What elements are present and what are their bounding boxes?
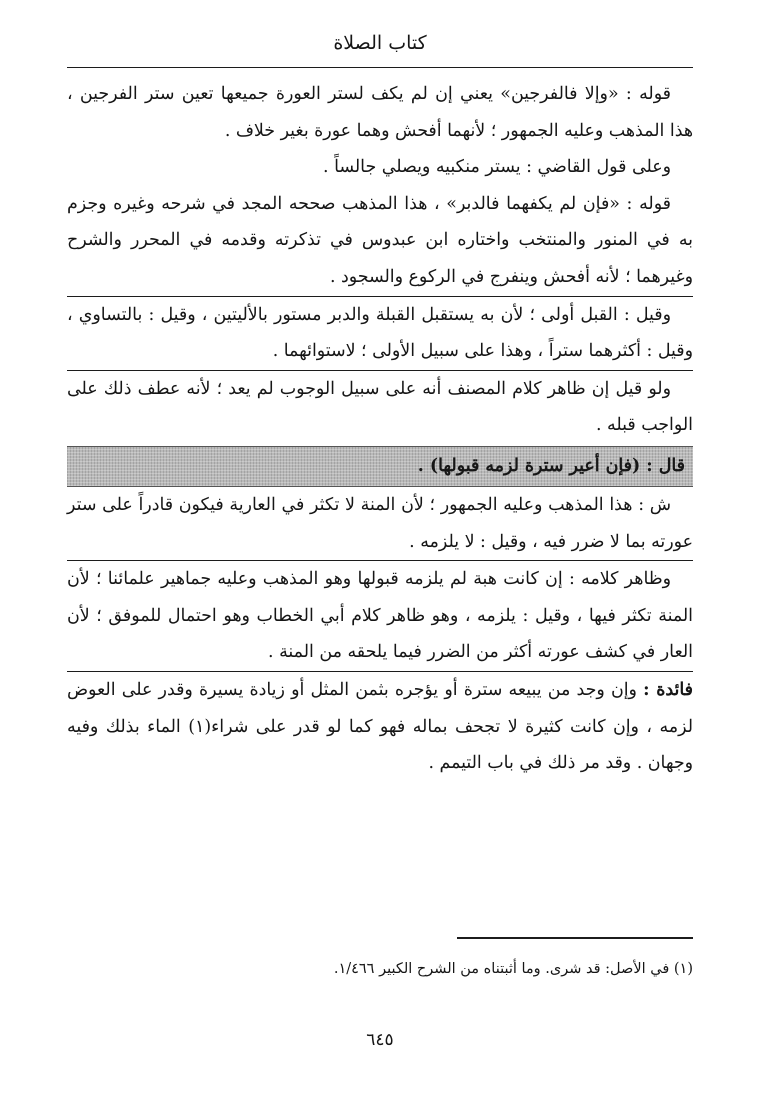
main-text xyxy=(67,76,693,782)
benefit-paragraph xyxy=(67,672,693,782)
benefit-text: وإن وجد من يبيعه سترة أو يؤجره بثمن المثل أو زيادة يسيرة وقدر على العوض لزمه ، وإن كانت كثيرة لا تجحف بماله فهو كما لو قدر على شراء(١) الماء بذلك وفيه وجهان . وقد مر ذلك في باب التيمم . xyxy=(67,679,693,774)
page-number: ٦٤٥ xyxy=(366,1030,394,1050)
footnote: (١) في الأصل: قد شرى. وما أثبتناه من الشرح الكبير ١/٤٦٦. xyxy=(333,961,693,977)
footnote-rule xyxy=(457,937,693,939)
paragraph: قوله : «وإلا فالفرجين» يعني إن لم يكف لستر العورة جميعها تعين ستر الفرجين ، هذا المذهب وعليه الجمهور ؛ لأنهما أفحش وهما عورة بغير خلاف . xyxy=(67,84,693,141)
paragraph: قوله : «فإن لم يكفهما فالدبر» ، هذا المذهب صححه المجد في شرحه وغيره وجزم به في المنور والمنتخب واختاره ابن عبدوس في تذكرته وقدمه في المحرر والشرح وغيرهما ؛ لأنه أفحش وينفرج في الركوع والسجود . xyxy=(67,193,693,287)
commentary-paragraph: ش : هذا المذهب وعليه الجمهور ؛ لأن المنة لا تكثر في العارية فيكون قادراً على ستر عورته بما لا ضرر فيه ، وقيل : لا يلزمه . xyxy=(67,494,693,552)
benefit-lead: فائدة : xyxy=(643,679,693,700)
paragraph: وقيل : القبل أولى ؛ لأن به يستقبل القبلة والدبر مستور بالأليتين ، وقيل : بالتساوي ، وقيل : أكثرهما ستراً ، وهذا على سبيل الأولى ؛ لاستوائهما . xyxy=(67,304,693,362)
section-heading-band xyxy=(67,446,693,487)
section-heading: قال : (فإن أعير سترة لزمه قبولها) . xyxy=(417,455,685,476)
header-rule xyxy=(67,67,693,68)
paragraph: وعلى قول القاضي : يستر منكبيه ويصلي جالساً . xyxy=(323,157,671,178)
commentary-paragraph: وظاهر كلامه : إن كانت هبة لم يلزمه قبولها وهو المذهب وعليه جماهير علمائنا ؛ لأن المنة تكثر فيها ، وقيل : يلزمه ، وهو ظاهر كلام أبي الخطاب وهو احتمال للموفق ؛ لأن العار في كشف عورته أكثر من الضرر فيما يلحقه من المنة . xyxy=(67,569,693,663)
paragraph: ولو قيل إن ظاهر كلام المصنف أنه على سبيل الوجوب لم يعد ؛ لأنه عطف ذلك على الواجب قبله . xyxy=(67,378,693,436)
running-head: كتاب الصلاة xyxy=(333,32,427,54)
